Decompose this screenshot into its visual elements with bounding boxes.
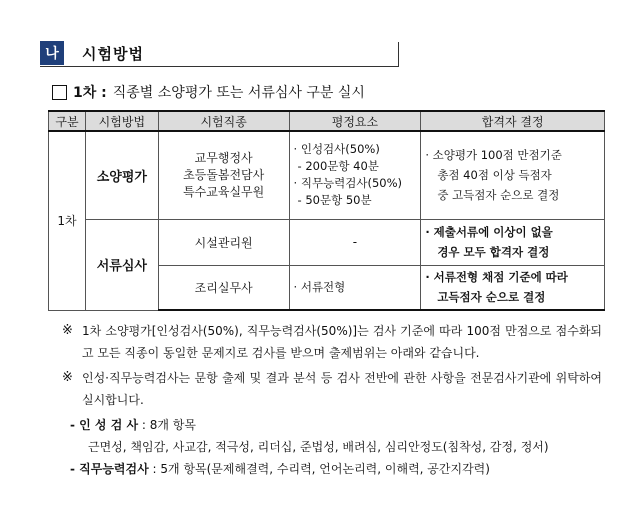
- job-item: 특수교육실무원: [183, 184, 265, 199]
- pass-item: · 제출서류에 이상이 없을: [425, 225, 553, 239]
- pass-cell: [421, 131, 605, 219]
- scope-item: [70, 414, 602, 436]
- notes-section: [62, 320, 602, 480]
- note-text: 1차 소양평가[인성검사(50%), 직무능력검사(50%)]는 검사 기준에 따라 100점 만점으로 점수화되고 모든 직종이 동일한 문제지로 검사를 받으며 출제범위는 아래와 같습니다.: [82, 324, 602, 360]
- header-cell: 평정요소: [289, 111, 421, 131]
- eval-cell: [289, 131, 421, 219]
- subheading-label: 1차 :: [73, 85, 107, 101]
- reference-mark: ※: [62, 370, 73, 385]
- pass-item: · 서류전형 채점 기준에 따라: [425, 270, 568, 285]
- note-item: [62, 367, 602, 411]
- method-cell: 서류심사: [85, 219, 158, 310]
- table-row: [49, 219, 605, 265]
- scope-detail: 근면성, 책임감, 사교감, 적극성, 리더십, 준법성, 배려심, 심리안정도(침착성, 감정, 정서): [88, 440, 549, 454]
- pass-item: 경우 모두 합격자 결정: [437, 245, 550, 259]
- section-title: 시험방법: [82, 44, 144, 63]
- pass-item: 중 고득점자 순으로 결정: [437, 188, 560, 203]
- scope-item: [70, 458, 602, 480]
- eval-item: · 직무능력검사(50%): [293, 176, 403, 191]
- job-item: 초등돌봄전담사: [183, 167, 265, 182]
- section-header: [40, 40, 144, 66]
- note-text: 인성·직무능력검사는 문항 출제 및 결과 분석 등 검사 전반에 관한 사항을 전문검사기관에 위탁하여 실시합니다.: [82, 371, 602, 407]
- note-item: [62, 320, 602, 364]
- job-item: 교무행정사: [194, 150, 253, 165]
- scope-label: - 인 성 검 사: [70, 418, 139, 432]
- pass-cell: [421, 219, 605, 265]
- header-cell: 구분: [49, 111, 86, 131]
- eval-item: - 50문항 50분: [297, 193, 372, 208]
- pass-item: 총점 40점 이상 득점자: [437, 168, 552, 183]
- jobs-cell: [158, 131, 289, 219]
- header-cell: 합격자 결정: [421, 111, 605, 131]
- scope-label: - 직무능력검사: [70, 462, 149, 476]
- section-underline: [40, 66, 398, 67]
- jobs-cell: 시설관리원: [158, 219, 289, 265]
- header-cell: 시험방법: [85, 111, 158, 131]
- eval-item: · 인성검사(50%): [293, 142, 380, 157]
- exam-method-table: [48, 110, 605, 311]
- scope-value: : 8개 항목: [141, 418, 196, 432]
- table-header-row: [49, 111, 605, 131]
- section-rule-end: [398, 42, 399, 67]
- round-cell: 1차: [49, 131, 86, 310]
- checkbox-icon: [52, 85, 67, 100]
- subheading-text: 직종별 소양평가 또는 서류심사 구분 실시: [112, 85, 365, 101]
- eval-cell: -: [289, 219, 421, 265]
- table-row: [49, 131, 605, 219]
- scope-value: : 5개 항목(문제해결력, 수리력, 언어논리력, 이해력, 공간지각력): [152, 462, 490, 476]
- pass-cell: [421, 265, 605, 310]
- reference-mark: ※: [62, 323, 73, 338]
- jobs-cell: 조리실무사: [158, 265, 289, 310]
- subheading: [52, 82, 365, 102]
- pass-item: · 소양평가 100점 만점기준: [425, 148, 562, 163]
- header-cell: 시험직종: [158, 111, 289, 131]
- eval-cell: · 서류전형: [289, 265, 421, 310]
- method-cell: 소양평가: [85, 131, 158, 219]
- section-badge: 나: [40, 41, 64, 65]
- eval-item: - 200문항 40분: [297, 159, 379, 174]
- pass-item: 고득점자 순으로 결정: [437, 290, 546, 305]
